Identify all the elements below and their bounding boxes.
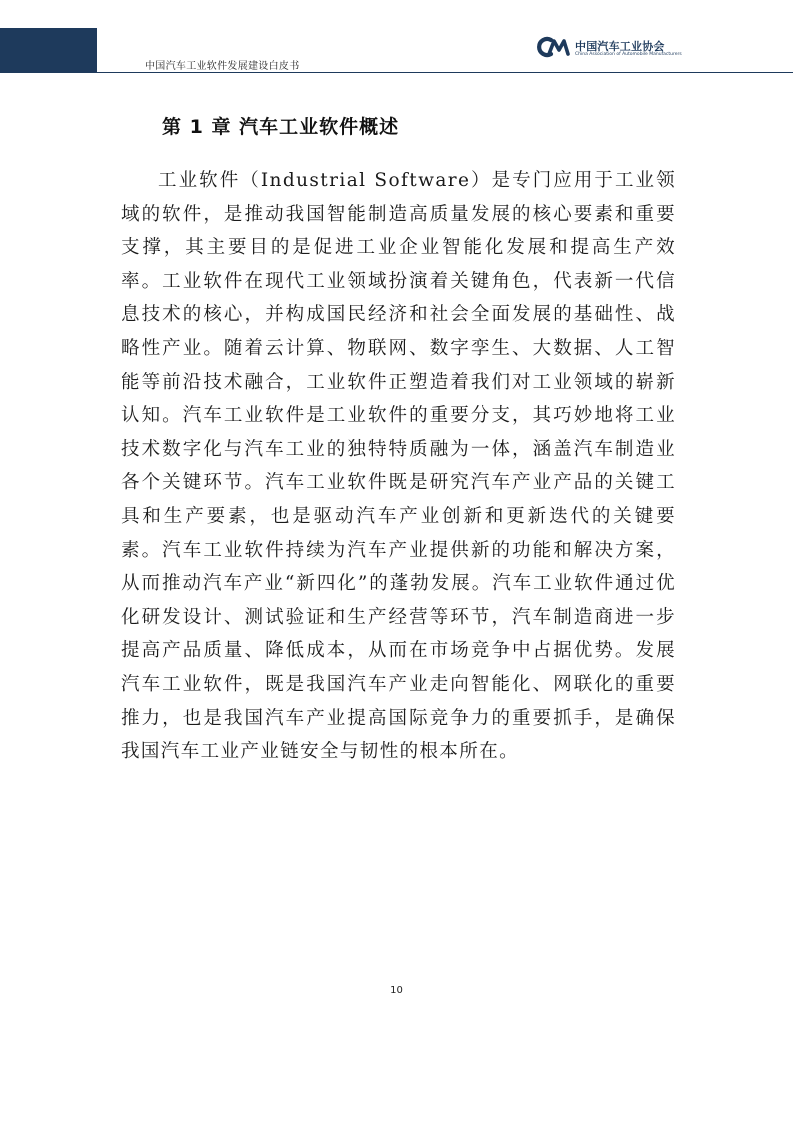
logo-english-name: China Association of Automobile Manufacturers [575,52,682,57]
page-number: 10 [390,985,403,996]
header-corner-block [0,28,97,73]
header-divider [97,72,793,73]
logo-chinese-name: 中国汽车工业协会 [575,40,665,53]
caam-logo-icon [537,36,571,58]
body-paragraph: 工业软件（Industrial Software）是专门应用于工业领域的软件，是推动我国智能制造高质量发展的核心要素和重要支撑，其主要目的是促进工业企业智能化发展和提高生产效率。工业软件在现代工业领域扮演着关键角色，代表新一代信息技术的核心，并构成国民经济和社会全面发展的基础性、战略性产业。随着云计算、物联网、数字孪生、大数据、人工智能等前沿技术融合，工业软件正塑造着我们对工业领域的崭新认知。汽车工业软件是工业软件的重要分支，其巧妙地将工业技术数字化与汽车工业的独特特质融为一体，涵盖汽车制造业各个关键环节。汽车工业软件既是研究汽车产业产品的关键工具和生产要素，也是驱动汽车产业创新和更新迭代的关键要素。汽车工业软件持续为汽车产业提供新的功能和解决方案，从而推动汽车产业“新四化”的蓬勃发展。汽车工业软件通过优化研发设计、测试验证和生产经营等环节，汽车制造商进一步提高产品质量、降低成本，从而在市场竞争中占据优势。发展汽车工业软件，既是我国汽车产业走向智能化、网联化的重要推力，也是我国汽车产业提高国际竞争力的重要抓手，是确保我国汽车工业产业链安全与韧性的根本所在。 [121,170,676,763]
chapter-title: 第 1 章 汽车工业软件概述 [162,116,400,138]
document-header-title: 中国汽车工业软件发展建设白皮书 [145,61,300,72]
caam-logo [537,34,687,64]
